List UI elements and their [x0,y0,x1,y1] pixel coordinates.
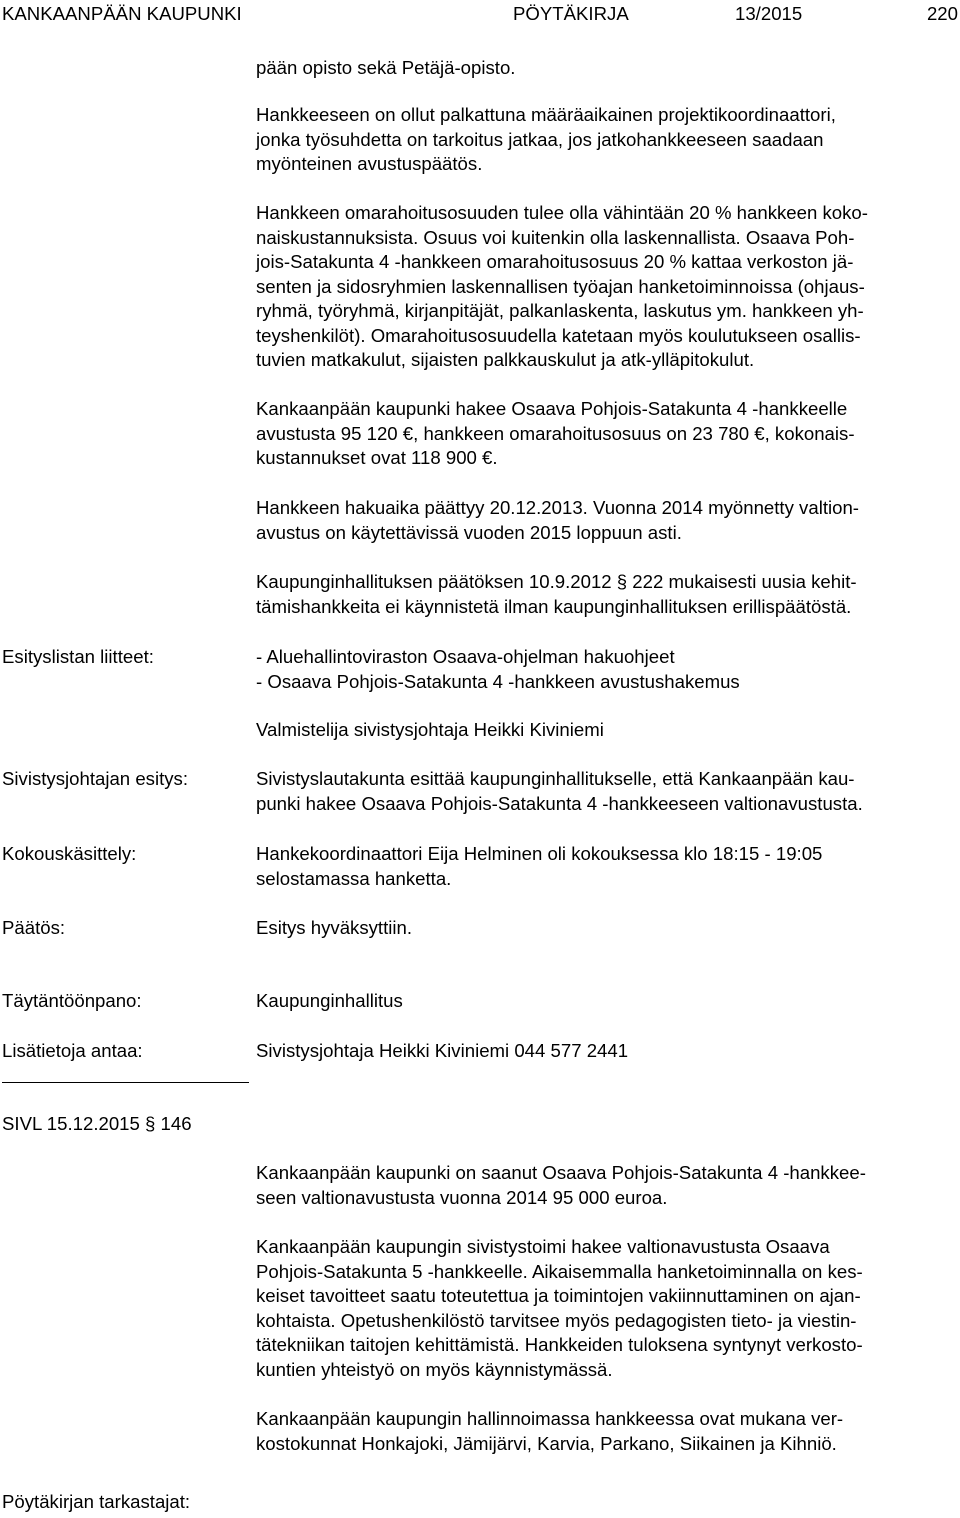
paragraph [256,570,960,619]
text-line: Hankkeen omarahoitusosuuden tulee olla vähintään 20 % hankkeen koko- [256,202,868,223]
text-line: kustannukset ovat 118 900 €. [256,447,498,468]
text-line: Kankaanpään kaupungin sivistystoimi hakee valtionavustusta Osaava [256,1236,830,1257]
paragraph [256,1161,960,1210]
paragraph [256,1235,960,1382]
preparer: Valmistelija sivistysjohtaja Heikki Kiviniemi [256,719,604,740]
text-line: senten ja sidosryhmien laskennallisen työajan hanketoiminnoissa (ohjaus- [256,275,865,297]
text-line: Hankekoordinaattori Eija Helminen oli kokouksessa klo 18:15 - 19:05 [256,843,823,864]
execution-label: Täytäntöönpano: [2,990,142,1011]
text-line: jois-Satakunta 4 -hankkeen omarahoitusosuus 20 % kattaa verkoston jä- [256,251,854,272]
municipality-name: KANKAANPÄÄN KAUPUNKI [2,3,242,24]
page-header [0,2,960,26]
footer-label: Pöytäkirjan tarkastajat: [2,1491,191,1512]
text-line: pään opisto sekä Petäjä-opisto. [256,57,516,78]
text-line: ryhmä, työryhmä, kirjanpitäjät, palkanlaskenta, laskutus ym. hankkeen yh- [256,300,864,321]
text-line: kuntien yhteistyö on myös käynnistymässä. [256,1358,613,1380]
text-line: Sivistyslautakunta esittää kaupunginhallitukselle, että Kankaanpään kau- [256,768,855,789]
decision-text: Esitys hyväksyttiin. [256,917,413,938]
execution-text: Kaupunginhallitus [256,990,403,1011]
meeting-label: Kokouskäsittely: [2,843,137,864]
text-line: naiskustannuksista. Osuus voi kuitenkin olla laskennallista. Osaava Poh- [256,226,855,248]
attachment-item: - Osaava Pohjois-Satakunta 4 -hankkeen avustushakemus [256,670,740,692]
text-line: myönteinen avustuspäätös. [256,153,483,174]
attachments-list [256,645,960,694]
paragraph [256,201,960,373]
text-line: punki hakee Osaava Pohjois-Satakunta 4 -hankkeeseen valtionavustusta. [256,792,863,814]
text-line: Hankkeen hakuaika päättyy 20.12.2013. Vuonna 2014 myönnetty valtion- [256,497,859,518]
text-line: Pohjois-Satakunta 5 -hankkeelle. Aikaisemmalla hanketoiminnalla on kes- [256,1260,863,1282]
meeting-text [256,842,960,891]
text-line: tämishankkeita ei käynnistetä ilman kaupunginhallituksen erillispäätöstä. [256,595,852,617]
text-line: tuvien matkakulut, sijaisten palkkauskulut ja atk-ylläpitokulut. [256,349,755,370]
page-number: 220 [926,3,958,24]
text-line: Hankkeeseen on ollut palkattuna määräaikainen projektikoordinaattori, [256,104,836,125]
text-line: Kankaanpään kaupunki hakee Osaava Pohjois-Satakunta 4 -hankkeelle [256,398,848,419]
text-line: kohtaista. Opetushenkilöstö tarvitsee myös pedagogisten tieto- ja viestin- [256,1309,857,1331]
separator-line [2,1082,249,1083]
paragraph [256,397,960,471]
paragraph [256,496,960,545]
decision-label: Päätös: [2,917,66,938]
text-line: jonka työsuhdetta on tarkoitus jatkaa, jos jatkohankkeeseen saadaan [256,128,824,150]
text-line: kostokunnat Honkajoki, Jämijärvi, Karvia, Parkano, Siikainen ja Kihniö. [256,1432,837,1454]
text-line: tätekniikan taitojen kehittämistä. Hankkeiden tuloksena syntynyt verkosto- [256,1334,863,1355]
info-label: Lisätietoja antaa: [2,1040,143,1061]
paragraph [256,56,960,81]
text-line: Kaupunginhallituksen päätöksen 10.9.2012 § 222 mukaisesti uusia kehit- [256,571,857,592]
text-line: Kankaanpään kaupunki on saanut Osaava Pohjois-Satakunta 4 -hankkee- [256,1162,866,1183]
paragraph [256,1407,960,1456]
attachment-item: - Aluehallintoviraston Osaava-ohjelman hakuohjeet [256,646,675,667]
text-line: keiset tavoitteet saatu toteutettua ja toimintojen vakiinnuttaminen on ajan- [256,1285,861,1306]
text-line: avustusta 95 120 €, hankkeen omarahoitusosuus on 23 780 €, kokonais- [256,422,855,444]
text-line: seen valtionavustusta vuonna 2014 95 000 euroa. [256,1186,668,1208]
document-number: 13/2015 [735,3,803,24]
proposal-label: Sivistysjohtajan esitys: [2,768,189,789]
text-line: Kankaanpään kaupungin hallinnoimassa hankkeessa ovat mukana ver- [256,1408,844,1429]
text-line: avustus on käytettävissä vuoden 2015 loppuun asti. [256,521,682,543]
sivl-reference: SIVL 15.12.2015 § 146 [2,1113,192,1134]
proposal-text [256,767,960,816]
text-line: teyshenkilöt). Omarahoitusosuudella katetaan myös koulutukseen osallis- [256,324,861,346]
paragraph [256,103,960,177]
document-type: PÖYTÄKIRJA [513,3,629,24]
info-text: Sivistysjohtaja Heikki Kiviniemi 044 577 2441 [256,1040,629,1061]
attachments-label: Esityslistan liitteet: [2,646,154,667]
text-line: selostamassa hanketta. [256,867,452,889]
